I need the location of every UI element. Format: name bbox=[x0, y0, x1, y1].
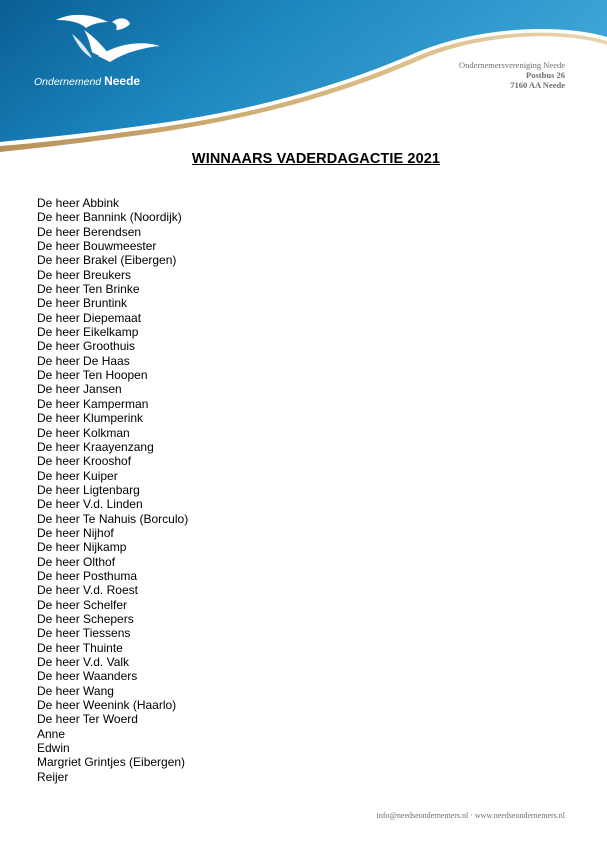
list-item: De heer Weenink (Haarlo) bbox=[37, 698, 177, 713]
logo-prefix: Ondernemend bbox=[34, 76, 102, 88]
list-item: De heer Krooshof bbox=[37, 454, 132, 469]
list-item: De heer Ten Hoopen bbox=[37, 368, 148, 383]
logo-name: Neede bbox=[104, 74, 141, 88]
list-item: De heer Abbink bbox=[37, 196, 120, 210]
list-item: De heer Ligtenbarg bbox=[37, 482, 140, 497]
list-item: De heer Olthof bbox=[37, 554, 116, 569]
list-item: De heer Posthuma bbox=[37, 568, 138, 583]
list-item: De heer Schelfer bbox=[37, 597, 128, 612]
winners-list bbox=[37, 196, 188, 784]
address-line-3: 7160 AA Neede bbox=[510, 80, 565, 90]
list-item: De heer Kolkman bbox=[37, 425, 130, 440]
list-item: De heer Nijhof bbox=[37, 525, 114, 540]
list-item: De heer Kuiper bbox=[37, 468, 118, 483]
list-item: De heer Kraayenzang bbox=[37, 439, 154, 454]
address-line-1: Ondernemersvereniging Neede bbox=[459, 60, 565, 70]
list-item: De heer Breukers bbox=[37, 267, 132, 282]
list-item: Reijer bbox=[37, 769, 69, 784]
list-item: De heer Te Nahuis (Borculo) bbox=[37, 511, 189, 526]
list-item: De heer De Haas bbox=[37, 353, 130, 368]
list-item: Edwin bbox=[37, 741, 70, 756]
list-item: Anne bbox=[37, 726, 66, 741]
list-item: De heer Brakel (Eibergen) bbox=[37, 253, 177, 268]
page-title: WINNAARS VADERDAGACTIE 2021 bbox=[191, 151, 441, 167]
list-item: De heer Ten Brinke bbox=[37, 282, 140, 297]
list-item: De heer Waanders bbox=[37, 669, 138, 684]
list-item: De heer Nijkamp bbox=[37, 540, 127, 555]
list-item: De heer Groothuis bbox=[37, 339, 136, 354]
list-item: De heer Schepers bbox=[37, 611, 134, 626]
footer-contact: info@needseondernemers.nl · www.needseondernemers.nl bbox=[376, 811, 565, 820]
list-item: De heer Bannink (Noordijk) bbox=[37, 210, 182, 225]
list-item: De heer V.d. Roest bbox=[37, 583, 138, 598]
list-item: De heer V.d. Linden bbox=[37, 497, 143, 512]
logo-wordmark bbox=[34, 74, 140, 88]
list-item: De heer Ter Woerd bbox=[37, 712, 138, 727]
address-block bbox=[459, 60, 565, 90]
list-item: De heer Wang bbox=[37, 683, 114, 698]
list-item: De heer Klumperink bbox=[37, 411, 144, 426]
list-item: De heer Kamperman bbox=[37, 396, 149, 411]
list-item: De heer Bouwmeester bbox=[37, 239, 157, 254]
list-item: De heer Jansen bbox=[37, 382, 122, 397]
address-line-2: Postbus 26 bbox=[526, 70, 565, 80]
list-item: De heer Bruntink bbox=[37, 296, 128, 311]
list-item: De heer Thuinte bbox=[37, 640, 123, 655]
list-item: De heer Diepemaat bbox=[37, 310, 142, 325]
list-item: De heer Tiessens bbox=[37, 626, 131, 641]
list-item: De heer Eikelkamp bbox=[37, 325, 139, 340]
list-item: De heer V.d. Valk bbox=[37, 655, 130, 669]
list-item: Margriet Grintjes (Eibergen) bbox=[37, 755, 186, 770]
list-item: De heer Berendsen bbox=[37, 224, 142, 239]
